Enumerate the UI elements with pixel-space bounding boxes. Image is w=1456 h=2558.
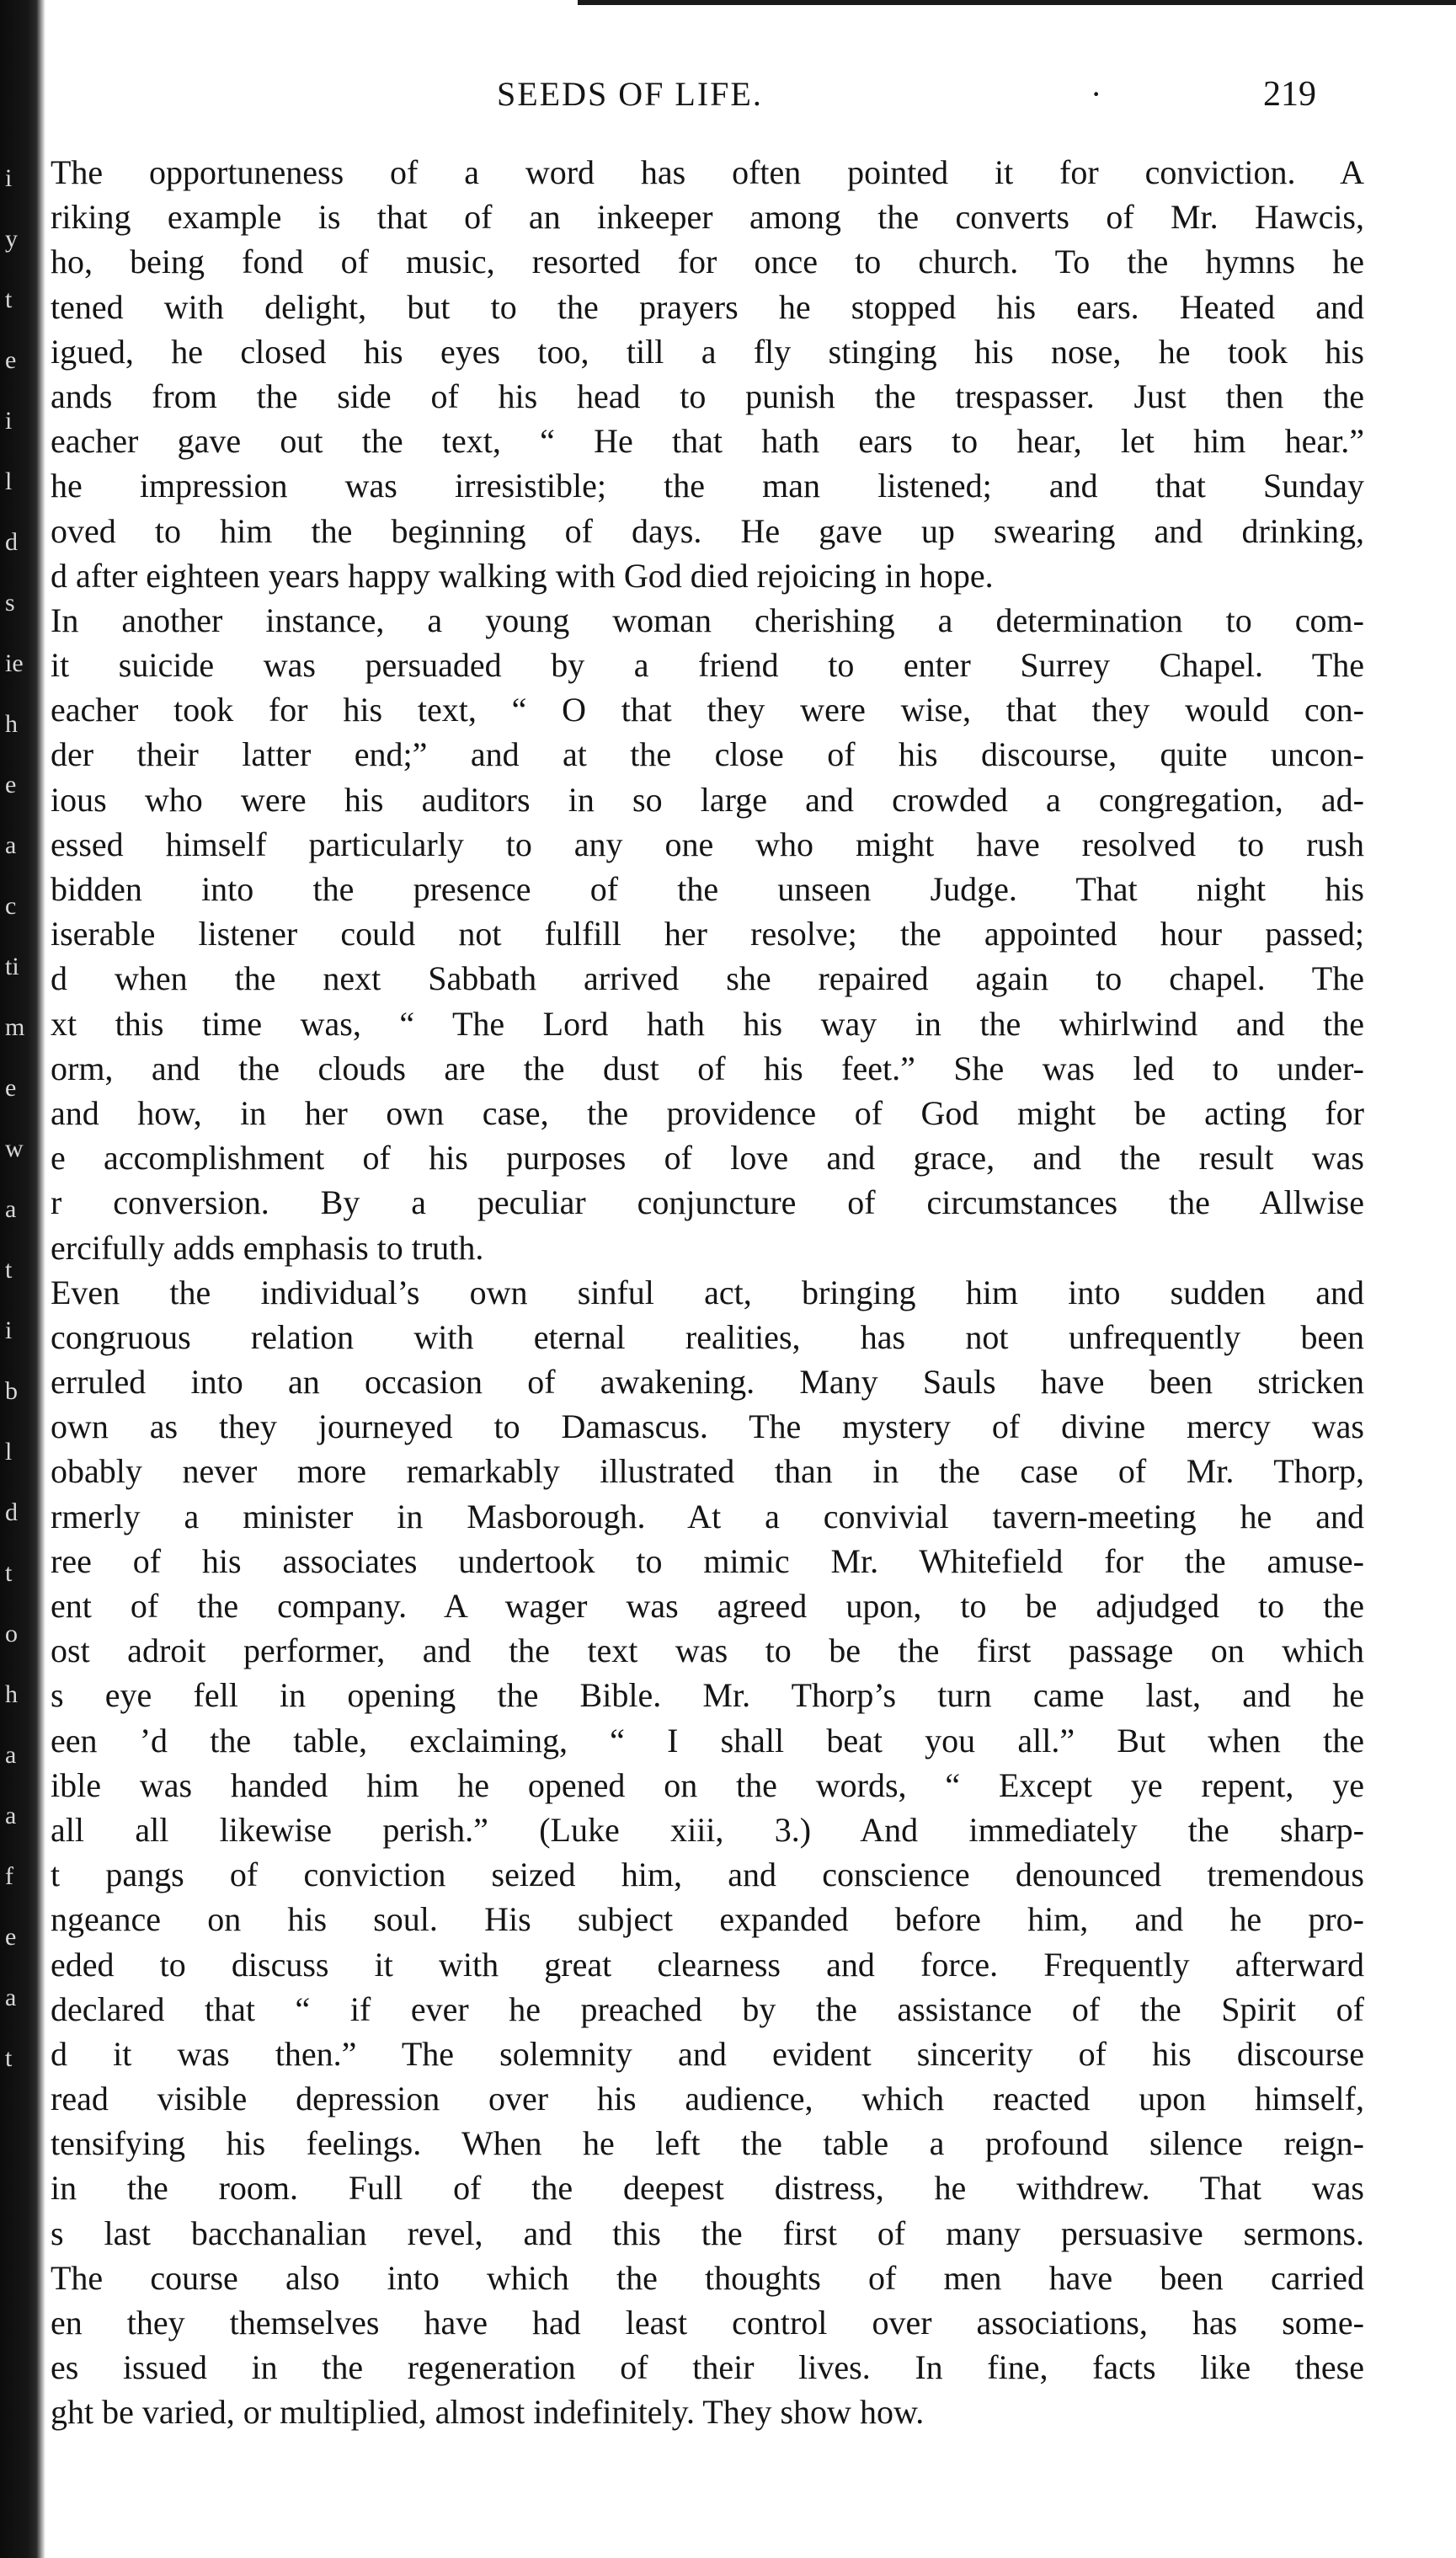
text-line: tensifying his feelings. When he left the table a profound silence reign- xyxy=(51,2124,1364,2163)
text-line: s last bacchanalian revel, and this the first of many persuasive sermons. xyxy=(51,2214,1364,2252)
header-dot: · xyxy=(1091,75,1102,113)
running-title: SEEDS OF LIFE. xyxy=(497,75,763,113)
margin-fragment: e xyxy=(5,771,17,798)
margin-fragment: t xyxy=(5,2044,13,2072)
margin-fragment: s xyxy=(5,589,15,617)
text-line: xt this time was, “ The Lord hath his way in the whirlwind and the xyxy=(51,1004,1364,1043)
margin-fragment: a xyxy=(5,1984,17,2011)
text-line: all all likewise perish.” (Luke xiii, 3.) And immediately the sharp- xyxy=(51,1810,1364,1849)
text-line: s eye fell in opening the Bible. Mr. Thorp’s turn came last, and he xyxy=(51,1676,1364,1715)
running-head xyxy=(76,72,1356,123)
margin-fragment: e xyxy=(5,1923,17,1951)
text-line: oved to him the beginning of days. He gave up swearing and drinking, xyxy=(51,511,1364,550)
margin-fragment: h xyxy=(5,710,18,738)
text-line: essed himself particularly to any one who might have resolved to rush xyxy=(51,825,1364,863)
margin-fragment: t xyxy=(5,286,13,313)
margin-fragment: i xyxy=(5,164,13,192)
margin-fragment: a xyxy=(5,831,17,859)
text-line: declared that “ if ever he preached by the assistance of the Spirit of xyxy=(51,1989,1364,2028)
margin-fragment: f xyxy=(5,1862,13,1890)
margin-fragment: d xyxy=(5,1498,18,1526)
margin-fragment: t xyxy=(5,1559,13,1587)
text-line: d when the next Sabbath arrived she repaired again to chapel. The xyxy=(51,959,1364,998)
margin-fragment: a xyxy=(5,1802,17,1829)
text-line: t pangs of conviction seized him, and conscience denounced tremendous xyxy=(51,1856,1364,1894)
text-line: ent of the company. A wager was agreed upon, to be adjudged to the xyxy=(51,1587,1364,1625)
text-line: he impression was irresistible; the man listened; and that Sunday xyxy=(51,467,1364,505)
margin-fragment: m xyxy=(5,1013,25,1041)
margin-fragment: a xyxy=(5,1195,17,1223)
text-line: erruled into an occasion of awakening. Many Sauls have been stricken xyxy=(51,1363,1364,1402)
margin-fragment: d xyxy=(5,528,18,556)
body-text xyxy=(51,150,1364,2435)
text-line: In another instance, a young woman cherishing a determination to com- xyxy=(51,601,1364,639)
page-number: 219 xyxy=(1263,75,1316,114)
text-line: eacher took for his text, “ O that they were wise, that they would con- xyxy=(51,691,1364,729)
margin-fragment: t xyxy=(5,1256,13,1284)
text-line: orm, and the clouds are the dust of his feet.” She was led to under- xyxy=(51,1049,1364,1087)
text-line: The opportuneness of a word has often pointed it for conviction. A xyxy=(51,153,1364,191)
text-line: en they themselves have had least control over associations, has some- xyxy=(51,2304,1364,2342)
text-line: igued, he closed his eyes too, till a fly stinging his nose, he took his xyxy=(51,332,1364,371)
text-line: congruous relation with eternal realities, has not unfrequently been xyxy=(51,1317,1364,1356)
facing-page-margin xyxy=(5,164,45,2101)
text-line: ost adroit performer, and the text was to be the first passage on which xyxy=(51,1631,1364,1670)
margin-fragment: h xyxy=(5,1680,18,1708)
text-line: riking example is that of an inkeeper among the converts of Mr. Hawcis, xyxy=(51,198,1364,237)
margin-fragment: b xyxy=(5,1377,18,1405)
margin-fragment: e xyxy=(5,346,17,374)
text-line: obably never more remarkably illustrated than in the case of Mr. Thorp, xyxy=(51,1452,1364,1491)
margin-fragment: o xyxy=(5,1620,18,1647)
margin-fragment: c xyxy=(5,892,17,920)
text-line: in the room. Full of the deepest distress, he withdrew. That was xyxy=(51,2169,1364,2208)
text-line: ercifully adds emphasis to truth. xyxy=(51,1228,484,1267)
text-line: eacher gave out the text, “ He that hath ears to hear, let him hear.” xyxy=(51,422,1364,461)
text-line: and how, in her own case, the providence of God might be acting for xyxy=(51,1093,1364,1132)
text-line: iserable listener could not fulfill her resolve; the appointed hour passed; xyxy=(51,915,1364,953)
margin-fragment: w xyxy=(5,1135,24,1162)
margin-fragment: a xyxy=(5,1741,17,1769)
text-line: es issued in the regeneration of their lives. In fine, facts like these xyxy=(51,2348,1364,2387)
text-line: ngeance on his soul. His subject expanded before him, and he pro- xyxy=(51,1900,1364,1939)
text-line: e accomplishment of his purposes of love and grace, and the result was xyxy=(51,1139,1364,1178)
text-line: ious who were his auditors in so large and crowded a congregation, ad- xyxy=(51,780,1364,819)
text-line: ho, being fond of music, resorted for once to church. To the hymns he xyxy=(51,243,1364,281)
text-line: bidden into the presence of the unseen Judge. That night his xyxy=(51,870,1364,908)
margin-fragment: i xyxy=(5,407,13,435)
margin-fragment: ti xyxy=(5,953,19,980)
margin-fragment: ie xyxy=(5,649,24,677)
text-line: r conversion. By a peculiar conjuncture of circumstances the Allwise xyxy=(51,1183,1364,1222)
text-line: der their latter end;” and at the close of his discourse, quite uncon- xyxy=(51,735,1364,774)
text-line: own as they journeyed to Damascus. The mystery of divine mercy was xyxy=(51,1407,1364,1446)
margin-fragment: e xyxy=(5,1074,17,1102)
text-line: ght be varied, or multiplied, almost indefinitely. They show how. xyxy=(51,2393,925,2432)
margin-fragment: i xyxy=(5,1316,13,1344)
text-line: The course also into which the thoughts of men have been carried xyxy=(51,2258,1364,2297)
text-line: ands from the side of his head to punish the trespasser. Just then the xyxy=(51,376,1364,415)
text-line: it suicide was persuaded by a friend to enter Surrey Chapel. The xyxy=(51,646,1364,685)
text-line: read visible depression over his audience, which reacted upon himself, xyxy=(51,2080,1364,2118)
text-line: d after eighteen years happy walking with God died rejoicing in hope. xyxy=(51,556,994,595)
text-line: d it was then.” The solemnity and evident sincerity of his discourse xyxy=(51,2034,1364,2073)
margin-fragment: y xyxy=(5,225,18,253)
margin-fragment: l xyxy=(5,1438,13,1466)
text-line: eded to discuss it with great clearness and force. Frequently afterward xyxy=(51,1945,1364,1984)
text-line: ree of his associates undertook to mimic Mr. Whitefield for the amuse- xyxy=(51,1541,1364,1580)
text-line: Even the individual’s own sinful act, bringing him into sudden and xyxy=(51,1273,1364,1311)
text-line: rmerly a minister in Masborough. At a convivial tavern-meeting he and xyxy=(51,1497,1364,1535)
text-line: een ’d the table, exclaiming, “ I shall beat you all.” But when the xyxy=(51,1721,1364,1760)
text-line: ible was handed him he opened on the words, “ Except ye repent, ye xyxy=(51,1765,1364,1804)
text-line: tened with delight, but to the prayers he stopped his ears. Heated and xyxy=(51,287,1364,326)
margin-fragment: l xyxy=(5,467,13,495)
top-rule xyxy=(578,0,1456,5)
